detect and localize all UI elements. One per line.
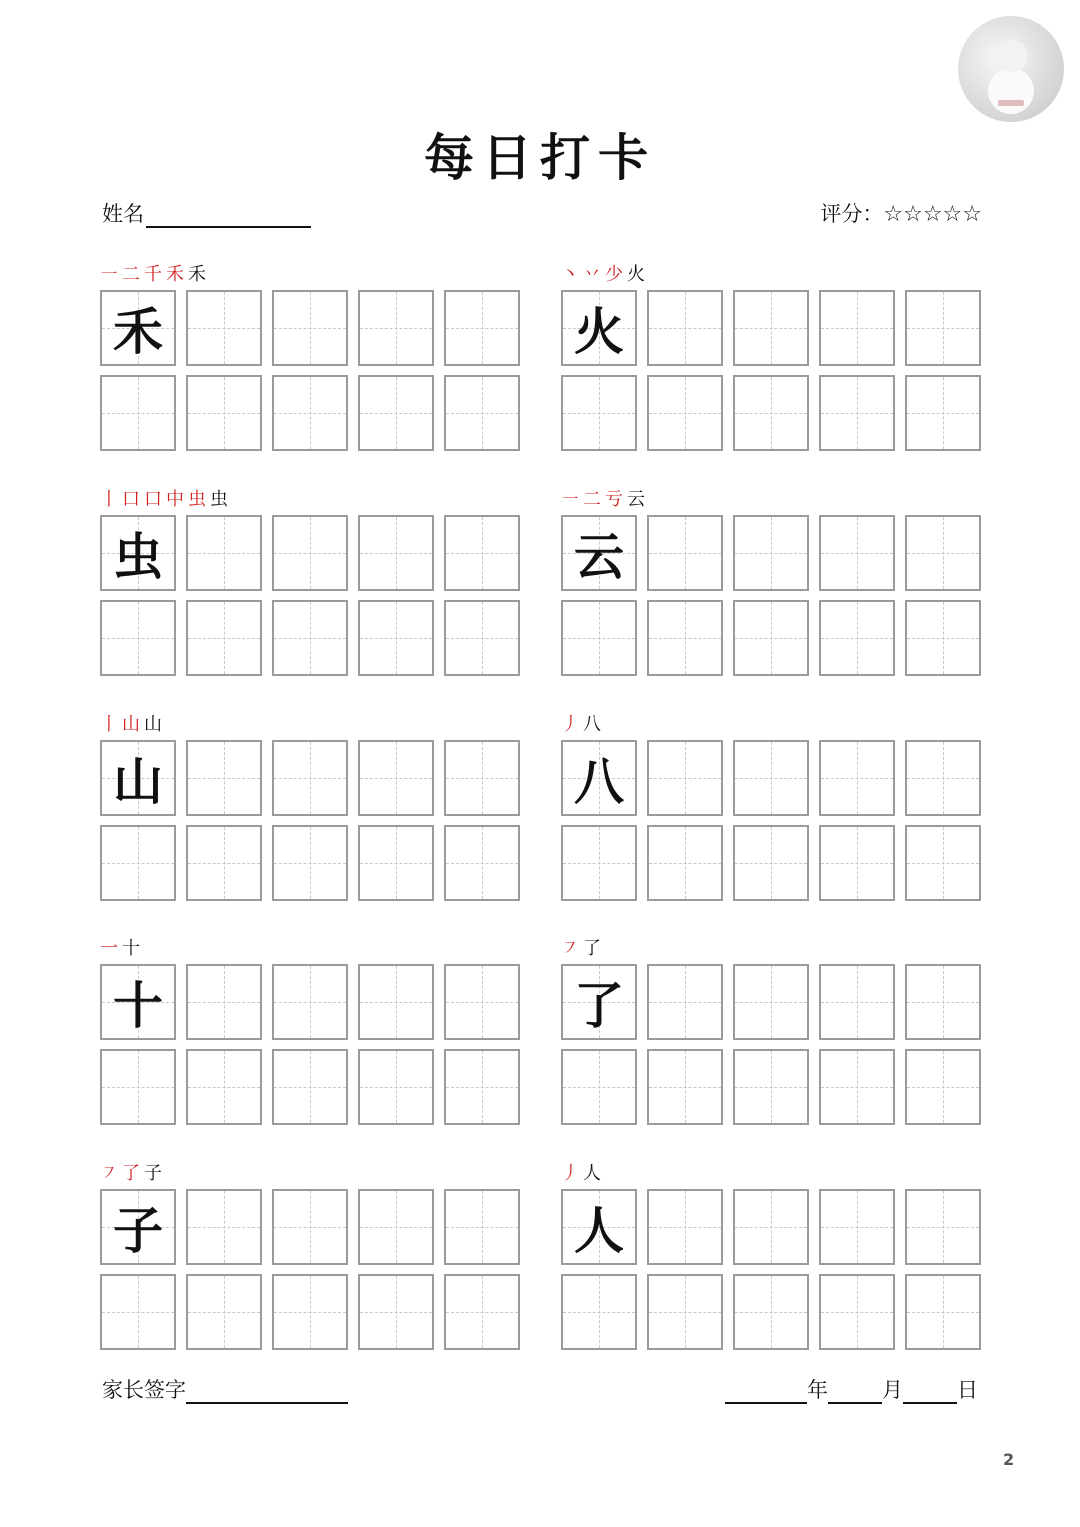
model-character-cell	[100, 1189, 176, 1265]
practice-cell[interactable]	[819, 375, 895, 451]
parent-signature-field	[102, 1374, 348, 1404]
practice-cell[interactable]	[186, 1274, 262, 1350]
model-character-cell	[561, 740, 637, 816]
score-label: 评分：	[820, 202, 884, 226]
name-blank-line[interactable]	[146, 200, 311, 228]
snowman-logo-image	[958, 16, 1064, 122]
stroke-order: 丿 人	[561, 1163, 601, 1184]
practice-cell[interactable]	[905, 375, 981, 451]
date-field	[725, 1374, 978, 1404]
practice-cell[interactable]	[647, 825, 723, 901]
page-title: 每日打卡	[424, 128, 656, 187]
practice-cell[interactable]	[647, 1049, 723, 1125]
practice-cell[interactable]	[733, 825, 809, 901]
model-character-cell	[561, 964, 637, 1040]
stroke-order: 丨 山 山	[100, 714, 162, 735]
practice-cell[interactable]	[647, 600, 723, 676]
practice-cell[interactable]	[819, 1274, 895, 1350]
name-label: 姓名	[102, 202, 144, 226]
practice-cell[interactable]	[272, 1189, 348, 1265]
practice-cell[interactable]	[100, 600, 176, 676]
page-number: 2	[1003, 1450, 1015, 1469]
model-character: 八	[574, 752, 624, 811]
practice-cell[interactable]	[819, 1189, 895, 1265]
practice-cell[interactable]	[561, 1049, 637, 1125]
practice-cell[interactable]	[647, 375, 723, 451]
year-blank[interactable]	[725, 1374, 807, 1404]
practice-cell[interactable]	[272, 515, 348, 591]
practice-cell[interactable]	[358, 740, 434, 816]
practice-cell[interactable]	[444, 600, 520, 676]
practice-cell[interactable]	[186, 964, 262, 1040]
practice-cell[interactable]	[272, 825, 348, 901]
model-character-cell	[100, 740, 176, 816]
stroke-order: ㇇ 了	[561, 938, 601, 959]
practice-cell[interactable]	[905, 964, 981, 1040]
practice-cell[interactable]	[733, 1274, 809, 1350]
practice-cell[interactable]	[186, 825, 262, 901]
model-character-cell	[561, 1189, 637, 1265]
practice-cell[interactable]	[358, 1049, 434, 1125]
stroke-order: 丿 八	[561, 714, 601, 735]
model-character: 了	[574, 976, 624, 1035]
practice-cell[interactable]	[358, 1189, 434, 1265]
model-character: 十	[113, 976, 163, 1035]
practice-cell[interactable]	[647, 515, 723, 591]
practice-cell[interactable]	[819, 1049, 895, 1125]
practice-cell[interactable]	[905, 740, 981, 816]
practice-cell[interactable]	[100, 825, 176, 901]
stroke-order: 丶 丷 少 火	[561, 264, 645, 285]
practice-cell[interactable]	[358, 600, 434, 676]
practice-cell[interactable]	[358, 825, 434, 901]
practice-cell[interactable]	[100, 375, 176, 451]
practice-cell[interactable]	[733, 740, 809, 816]
stroke-order: 丨 口 口 中 虫 虫	[100, 489, 228, 510]
month-label: 月	[882, 1378, 903, 1402]
practice-cell[interactable]	[444, 740, 520, 816]
name-field	[102, 198, 311, 228]
practice-cell[interactable]	[358, 375, 434, 451]
practice-cell[interactable]	[186, 290, 262, 366]
model-character-cell	[100, 290, 176, 366]
practice-cell[interactable]	[905, 600, 981, 676]
practice-cell[interactable]	[444, 290, 520, 366]
practice-cell[interactable]	[444, 1049, 520, 1125]
practice-cell[interactable]	[561, 375, 637, 451]
practice-cell[interactable]	[819, 740, 895, 816]
practice-cell[interactable]	[647, 290, 723, 366]
practice-cell[interactable]	[186, 375, 262, 451]
practice-cell[interactable]	[272, 964, 348, 1040]
model-character: 云	[574, 527, 624, 586]
day-label: 日	[957, 1378, 978, 1402]
practice-cell[interactable]	[819, 825, 895, 901]
practice-cell[interactable]	[733, 375, 809, 451]
practice-cell[interactable]	[272, 1274, 348, 1350]
practice-cell[interactable]	[358, 964, 434, 1040]
stroke-order: ㇐ 二 亏 云	[561, 489, 645, 510]
practice-cell[interactable]	[444, 1189, 520, 1265]
practice-cell[interactable]	[444, 825, 520, 901]
practice-cell[interactable]	[905, 825, 981, 901]
practice-cell[interactable]	[272, 740, 348, 816]
stroke-order: 一 十	[100, 938, 140, 959]
practice-cell[interactable]	[186, 740, 262, 816]
practice-cell[interactable]	[444, 515, 520, 591]
practice-cell[interactable]	[444, 375, 520, 451]
practice-cell[interactable]	[272, 375, 348, 451]
practice-cell[interactable]	[819, 290, 895, 366]
practice-cell[interactable]	[272, 600, 348, 676]
practice-cell[interactable]	[733, 1049, 809, 1125]
practice-cell[interactable]	[733, 290, 809, 366]
model-character: 禾	[113, 302, 163, 361]
model-character-cell	[100, 515, 176, 591]
stroke-order: ㇐ 二 千 禾 禾	[100, 264, 206, 285]
model-character: 虫	[113, 527, 163, 586]
parent-signature-line[interactable]	[186, 1374, 348, 1404]
score-stars[interactable]: ☆☆☆☆☆	[883, 202, 982, 227]
practice-cell[interactable]	[905, 1274, 981, 1350]
practice-cell[interactable]	[100, 1274, 176, 1350]
model-character-cell	[100, 964, 176, 1040]
practice-cell[interactable]	[647, 1274, 723, 1350]
practice-cell[interactable]	[561, 825, 637, 901]
month-blank[interactable]	[828, 1374, 882, 1404]
model-character: 人	[574, 1201, 624, 1260]
practice-cell[interactable]	[647, 1189, 723, 1265]
practice-cell[interactable]	[272, 1049, 348, 1125]
model-character-cell	[561, 290, 637, 366]
practice-cell[interactable]	[733, 964, 809, 1040]
model-character: 山	[113, 752, 163, 811]
practice-cell[interactable]	[561, 600, 637, 676]
practice-cell[interactable]	[819, 964, 895, 1040]
practice-cell[interactable]	[358, 290, 434, 366]
stroke-order: ㇇ 了 子	[100, 1163, 162, 1184]
model-character-cell	[561, 515, 637, 591]
score-field	[820, 198, 982, 228]
practice-cell[interactable]	[272, 290, 348, 366]
practice-cell[interactable]	[444, 964, 520, 1040]
practice-cell[interactable]	[733, 515, 809, 591]
practice-cell[interactable]	[186, 600, 262, 676]
practice-cell[interactable]	[733, 1189, 809, 1265]
model-character: 火	[574, 302, 624, 361]
parent-signature-label: 家长签字	[102, 1378, 186, 1402]
practice-cell[interactable]	[444, 1274, 520, 1350]
day-blank[interactable]	[903, 1374, 957, 1404]
practice-cell[interactable]	[647, 964, 723, 1040]
practice-cell[interactable]	[819, 600, 895, 676]
practice-cell[interactable]	[358, 515, 434, 591]
practice-cell[interactable]	[358, 1274, 434, 1350]
practice-cell[interactable]	[905, 290, 981, 366]
model-character: 子	[113, 1201, 163, 1260]
practice-cell[interactable]	[905, 1189, 981, 1265]
practice-cell[interactable]	[186, 1189, 262, 1265]
practice-cell[interactable]	[733, 600, 809, 676]
practice-cell[interactable]	[100, 1049, 176, 1125]
practice-cell[interactable]	[819, 515, 895, 591]
practice-cell[interactable]	[647, 740, 723, 816]
practice-cell[interactable]	[186, 1049, 262, 1125]
practice-cell[interactable]	[186, 515, 262, 591]
practice-cell[interactable]	[905, 515, 981, 591]
practice-cell[interactable]	[561, 1274, 637, 1350]
practice-cell[interactable]	[905, 1049, 981, 1125]
year-label: 年	[807, 1378, 828, 1402]
